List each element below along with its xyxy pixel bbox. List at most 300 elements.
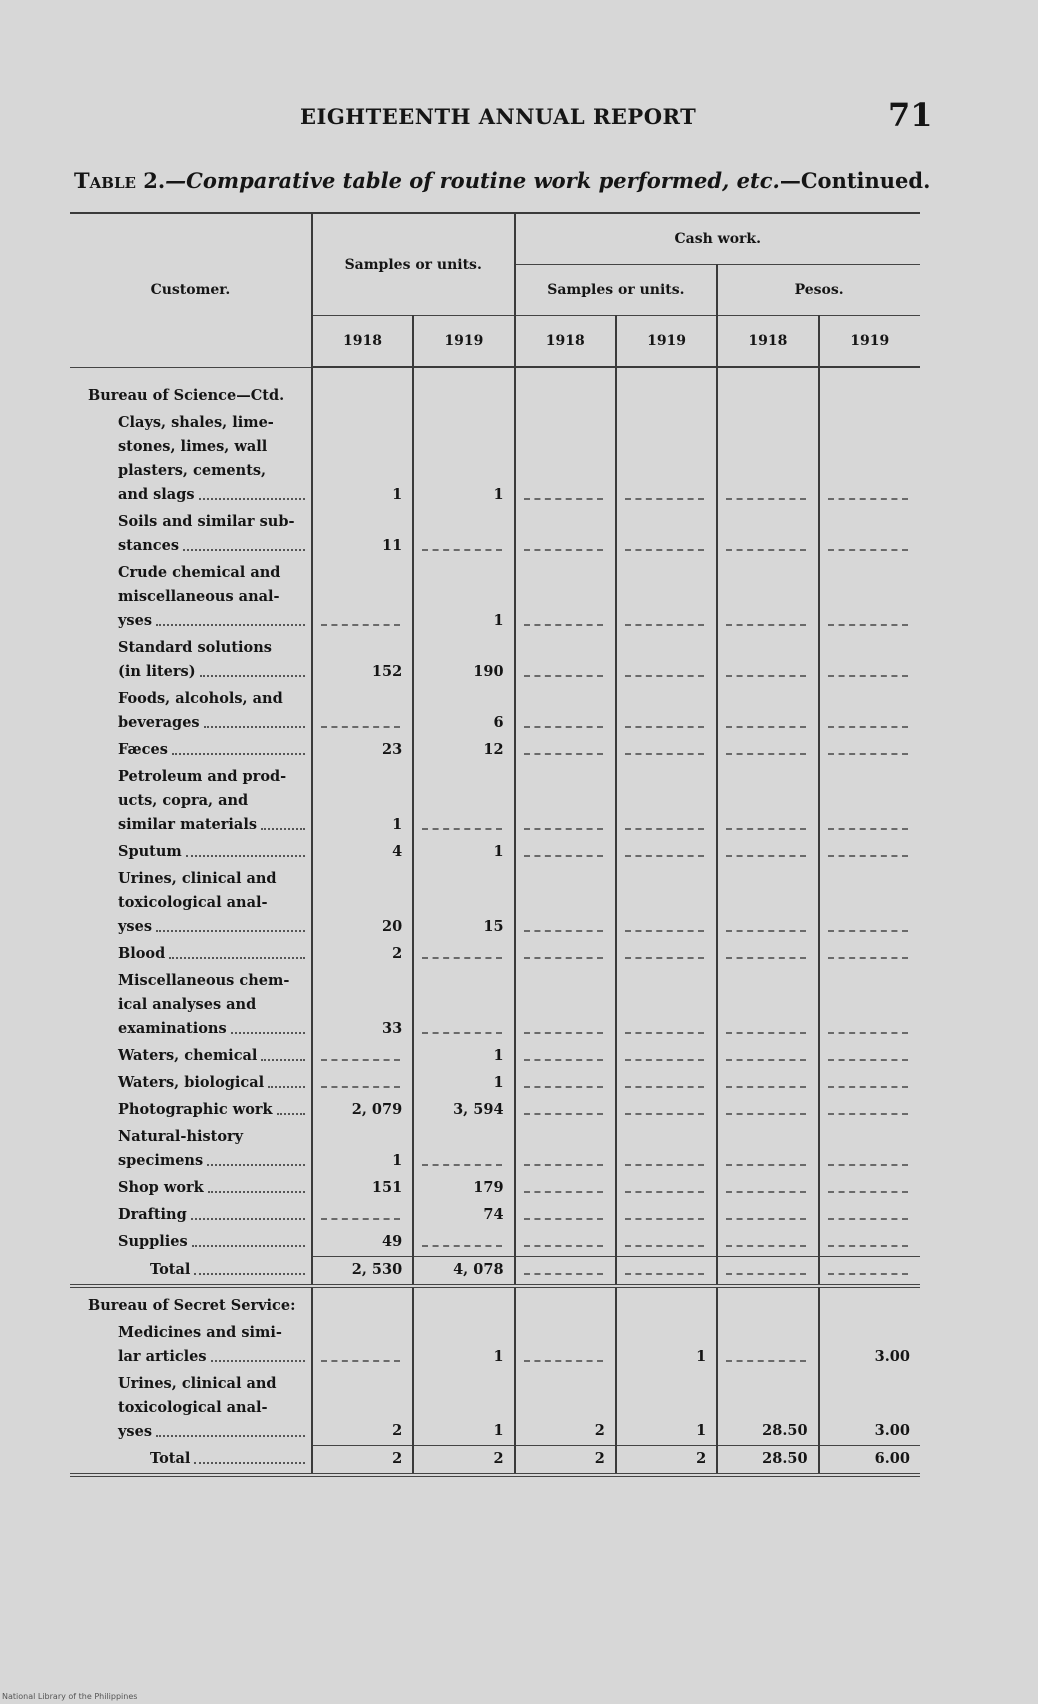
label-line: and slags xyxy=(118,485,195,503)
leader-dots xyxy=(726,855,805,857)
leader-dots xyxy=(524,675,603,677)
value-cell xyxy=(515,839,616,866)
value-cell xyxy=(717,1371,818,1446)
table-caption xyxy=(74,168,930,193)
leader-dots xyxy=(524,1086,603,1088)
label-line: yses xyxy=(118,917,152,935)
header-customer: Customer. xyxy=(70,213,312,367)
label-line: stances xyxy=(118,536,180,554)
cell-value: 2 xyxy=(696,1450,707,1467)
label-line: Soils and similar sub- xyxy=(118,512,295,530)
empty-cell xyxy=(413,367,514,410)
empty-cell xyxy=(717,1286,818,1320)
value-cell xyxy=(312,560,413,635)
leader-dots xyxy=(321,1218,400,1220)
row-label xyxy=(70,509,312,560)
value-cell xyxy=(515,1175,616,1202)
table-header xyxy=(70,213,920,367)
value-cell xyxy=(515,560,616,635)
leader-dots xyxy=(524,1273,603,1275)
leader-dots xyxy=(828,624,908,626)
value-cell xyxy=(616,686,717,737)
cell-value: 1 xyxy=(696,1422,707,1439)
value-cell xyxy=(717,410,818,509)
label-line-leader xyxy=(118,1044,305,1068)
label-line: Clays, shales, lime- xyxy=(118,413,274,431)
label-line: Natural-history xyxy=(118,1127,244,1145)
table-row xyxy=(70,1202,920,1229)
cell-value: 1 xyxy=(493,611,504,629)
leader-dots xyxy=(726,930,805,932)
value-cell xyxy=(616,839,717,866)
empty-cell xyxy=(515,367,616,410)
leader-dots xyxy=(828,1086,908,1088)
label-line: yses xyxy=(118,611,152,629)
leader-dots xyxy=(524,1059,603,1061)
value-cell xyxy=(616,1320,717,1371)
value-cell xyxy=(413,737,514,764)
value-cell xyxy=(616,764,717,839)
value-cell xyxy=(616,1371,717,1446)
label-line-leader xyxy=(118,840,305,864)
label-line: Urines, clinical and xyxy=(118,1374,277,1392)
empty-cell xyxy=(312,367,413,410)
value-cell xyxy=(717,1446,818,1476)
page-number: 71 xyxy=(888,96,933,134)
leader-dots xyxy=(726,726,805,728)
label-line-leader xyxy=(118,609,305,633)
value-cell xyxy=(819,1320,920,1371)
value-cell xyxy=(413,1043,514,1070)
value-cell xyxy=(717,509,818,560)
label-line: Standard solutions xyxy=(118,638,272,656)
value-cell xyxy=(717,839,818,866)
leader-dots xyxy=(524,498,603,500)
leader-dots xyxy=(625,624,704,626)
empty-cell xyxy=(515,1286,616,1320)
empty-cell xyxy=(616,1286,717,1320)
leader-dots xyxy=(625,1086,704,1088)
table-row xyxy=(70,1070,920,1097)
value-cell xyxy=(717,1202,818,1229)
cell-value: 20 xyxy=(382,917,403,935)
cell-value: 23 xyxy=(382,740,403,758)
label-line: Supplies xyxy=(118,1233,188,1250)
value-cell xyxy=(413,1175,514,1202)
leader-dots xyxy=(726,753,805,755)
leader-dots xyxy=(726,828,805,830)
header-year: 1918 xyxy=(312,316,413,368)
section-title-row xyxy=(70,1286,920,1320)
value-cell xyxy=(413,1320,514,1371)
cell-value: 152 xyxy=(371,662,403,680)
leader-dots xyxy=(726,1032,805,1034)
leader-dots xyxy=(625,1273,704,1275)
value-cell xyxy=(717,686,818,737)
value-cell xyxy=(515,1371,616,1446)
label-line: Waters, biological xyxy=(118,1073,265,1091)
leader-dots xyxy=(828,930,908,932)
value-cell xyxy=(819,1070,920,1097)
value-cell xyxy=(717,1097,818,1124)
value-cell xyxy=(515,1320,616,1371)
caption-label: Table 2. xyxy=(74,168,166,193)
leader-dots xyxy=(211,1360,305,1362)
row-label xyxy=(70,968,312,1043)
cell-value: 190 xyxy=(473,662,504,680)
table-row xyxy=(70,968,920,1043)
value-cell xyxy=(312,410,413,509)
value-cell xyxy=(515,686,616,737)
leader-dots xyxy=(268,1086,305,1088)
value-cell xyxy=(312,764,413,839)
leader-dots xyxy=(828,1273,908,1275)
total-label xyxy=(70,1446,312,1476)
leader-dots xyxy=(186,855,305,857)
empty-cell xyxy=(819,367,920,410)
value-cell xyxy=(819,686,920,737)
value-cell xyxy=(819,1446,920,1476)
leader-dots xyxy=(207,1164,305,1166)
header-samples-or-units: Samples or units. xyxy=(312,213,515,316)
label-line: toxicological anal- xyxy=(118,1398,268,1416)
label-line-leader xyxy=(118,483,305,507)
leader-dots xyxy=(828,1164,908,1166)
label-line: toxicological anal- xyxy=(118,893,268,911)
value-cell xyxy=(413,1202,514,1229)
value-cell xyxy=(312,1070,413,1097)
label-line: plasters, cements, xyxy=(118,461,267,479)
value-cell xyxy=(312,1256,413,1286)
table-row xyxy=(70,1371,920,1446)
label-line: Miscellaneous chem- xyxy=(118,971,290,989)
value-cell xyxy=(819,635,920,686)
leader-dots xyxy=(726,624,805,626)
value-cell xyxy=(515,968,616,1043)
label-line-leader xyxy=(150,1258,305,1282)
label-line: Foods, alcohols, and xyxy=(118,689,283,707)
value-cell xyxy=(515,635,616,686)
table-row xyxy=(70,866,920,941)
value-cell xyxy=(413,509,514,560)
header-year: 1918 xyxy=(717,316,818,368)
value-cell xyxy=(819,410,920,509)
header-pesos: Pesos. xyxy=(717,265,920,316)
row-label xyxy=(70,1097,312,1124)
leader-dots xyxy=(172,753,305,755)
label-line: Drafting xyxy=(118,1205,187,1223)
value-cell xyxy=(312,509,413,560)
value-cell xyxy=(413,1371,514,1446)
leader-dots xyxy=(828,1113,908,1115)
comparative-table-container xyxy=(70,212,920,1477)
leader-dots xyxy=(524,1032,603,1034)
cell-value: 1 xyxy=(392,1151,403,1169)
leader-dots xyxy=(726,675,805,677)
leader-dots xyxy=(422,828,501,830)
empty-cell xyxy=(413,1286,514,1320)
leader-dots xyxy=(726,1059,805,1061)
cell-value: 151 xyxy=(371,1178,403,1196)
value-cell xyxy=(819,1256,920,1286)
value-cell xyxy=(515,941,616,968)
leader-dots xyxy=(524,1245,603,1247)
value-cell xyxy=(312,1202,413,1229)
label-line: specimens xyxy=(118,1151,204,1169)
leader-dots xyxy=(726,1218,805,1220)
header-year: 1919 xyxy=(819,316,920,368)
total-row xyxy=(70,1446,920,1476)
value-cell xyxy=(515,509,616,560)
label-line: lar articles xyxy=(118,1347,207,1365)
leader-dots xyxy=(422,549,501,551)
value-cell xyxy=(515,737,616,764)
table-row xyxy=(70,1124,920,1175)
empty-cell xyxy=(312,1286,413,1320)
label-line: yses xyxy=(118,1422,152,1440)
cell-value: 1 xyxy=(696,1347,707,1365)
header-year: 1919 xyxy=(616,316,717,368)
leader-dots xyxy=(183,549,305,551)
leader-dots xyxy=(277,1113,305,1115)
value-cell xyxy=(819,1175,920,1202)
label-line: ical analyses and xyxy=(118,995,257,1013)
value-cell xyxy=(616,509,717,560)
value-cell xyxy=(413,839,514,866)
value-cell xyxy=(616,1070,717,1097)
table-row xyxy=(70,1175,920,1202)
cell-value: 6.00 xyxy=(874,1450,910,1467)
cell-value: 2, 530 xyxy=(351,1260,403,1278)
table-row xyxy=(70,1043,920,1070)
row-label xyxy=(70,410,312,509)
value-cell xyxy=(717,560,818,635)
leader-dots xyxy=(200,675,305,677)
value-cell xyxy=(717,1175,818,1202)
row-label xyxy=(70,941,312,968)
label-line-leader xyxy=(118,534,305,558)
leader-dots xyxy=(156,1435,305,1437)
leader-dots xyxy=(625,675,704,677)
cell-value: 15 xyxy=(483,917,504,935)
value-cell xyxy=(717,1043,818,1070)
value-cell xyxy=(717,941,818,968)
row-label xyxy=(70,764,312,839)
leader-dots xyxy=(625,753,704,755)
value-cell xyxy=(819,1097,920,1124)
row-label xyxy=(70,686,312,737)
leader-dots xyxy=(231,1032,305,1034)
value-cell xyxy=(819,560,920,635)
leader-dots xyxy=(625,1218,704,1220)
leader-dots xyxy=(726,1245,805,1247)
label-line: (in liters) xyxy=(118,662,196,680)
cell-value: 1 xyxy=(392,485,403,503)
value-cell xyxy=(616,737,717,764)
leader-dots xyxy=(194,1462,304,1464)
table-row xyxy=(70,635,920,686)
cell-value: 4 xyxy=(392,842,403,860)
empty-cell xyxy=(717,367,818,410)
value-cell xyxy=(616,1202,717,1229)
cell-value: 2 xyxy=(392,1422,403,1439)
value-cell xyxy=(616,1097,717,1124)
caption-title: —Comparative table of routine work performed, etc. xyxy=(165,168,780,193)
cell-value: 33 xyxy=(382,1019,403,1037)
label-line: Blood xyxy=(118,944,166,962)
leader-dots xyxy=(169,957,305,959)
cell-value: 1 xyxy=(493,842,504,860)
value-cell xyxy=(616,410,717,509)
row-label xyxy=(70,1124,312,1175)
table-row xyxy=(70,737,920,764)
leader-dots xyxy=(524,624,603,626)
leader-dots xyxy=(726,1164,805,1166)
value-cell xyxy=(312,968,413,1043)
label-line-leader xyxy=(150,1447,305,1471)
value-cell xyxy=(413,635,514,686)
label-line: Petroleum and prod- xyxy=(118,767,287,785)
table-row xyxy=(70,1229,920,1257)
leader-dots xyxy=(726,498,805,500)
leader-dots xyxy=(208,1191,305,1193)
label-line: Crude chemical and xyxy=(118,563,281,581)
value-cell xyxy=(819,866,920,941)
label-line-leader xyxy=(118,1203,305,1227)
leader-dots xyxy=(524,957,603,959)
value-cell xyxy=(819,1202,920,1229)
leader-dots xyxy=(194,1273,304,1275)
leader-dots xyxy=(828,753,908,755)
value-cell xyxy=(413,1446,514,1476)
label-line-leader xyxy=(118,660,305,684)
leader-dots xyxy=(828,549,908,551)
leader-dots xyxy=(625,1191,704,1193)
leader-dots xyxy=(625,1245,704,1247)
value-cell xyxy=(819,1229,920,1257)
leader-dots xyxy=(828,828,908,830)
label-line-leader xyxy=(118,1420,305,1444)
label-line: miscellaneous anal- xyxy=(118,587,280,605)
value-cell xyxy=(616,1256,717,1286)
value-cell xyxy=(717,764,818,839)
label-line: Medicines and simi- xyxy=(118,1323,282,1341)
value-cell xyxy=(819,839,920,866)
cell-value: 3, 594 xyxy=(453,1100,504,1118)
value-cell xyxy=(312,941,413,968)
label-line-leader xyxy=(118,1149,305,1173)
cell-value: 1 xyxy=(392,815,403,833)
row-label xyxy=(70,1229,312,1257)
leader-dots xyxy=(828,1032,908,1034)
value-cell xyxy=(819,764,920,839)
value-cell xyxy=(717,1229,818,1257)
leader-dots xyxy=(828,1059,908,1061)
cell-value: 1 xyxy=(493,1073,504,1091)
row-label xyxy=(70,1202,312,1229)
value-cell xyxy=(819,737,920,764)
value-cell xyxy=(717,968,818,1043)
leader-dots xyxy=(726,1086,805,1088)
value-cell xyxy=(515,1070,616,1097)
cell-value: 1 xyxy=(493,485,504,503)
value-cell xyxy=(515,1043,616,1070)
value-cell xyxy=(312,1097,413,1124)
table-row xyxy=(70,509,920,560)
leader-dots xyxy=(204,726,305,728)
leader-dots xyxy=(625,498,704,500)
value-cell xyxy=(312,866,413,941)
value-cell xyxy=(515,1446,616,1476)
cell-value: 179 xyxy=(473,1178,504,1196)
label-line-leader xyxy=(118,1017,305,1041)
label-line-leader xyxy=(118,915,305,939)
row-label xyxy=(70,560,312,635)
label-line: Waters, chemical xyxy=(118,1046,258,1064)
value-cell xyxy=(819,1124,920,1175)
total-label-text: Total xyxy=(150,1260,191,1278)
value-cell xyxy=(413,764,514,839)
leader-dots xyxy=(625,957,704,959)
cell-value: 3.00 xyxy=(874,1422,910,1439)
cell-value: 74 xyxy=(483,1205,504,1223)
value-cell xyxy=(819,968,920,1043)
value-cell xyxy=(413,866,514,941)
leader-dots xyxy=(524,1113,603,1115)
value-cell xyxy=(819,941,920,968)
leader-dots xyxy=(524,753,603,755)
value-cell xyxy=(616,1229,717,1257)
value-cell xyxy=(413,1097,514,1124)
label-line: Fæces xyxy=(118,740,168,758)
leader-dots xyxy=(524,828,603,830)
running-head: EIGHTEENTH ANNUAL REPORT xyxy=(300,104,697,129)
leader-dots xyxy=(524,1164,603,1166)
cell-value: 2 xyxy=(594,1450,605,1467)
value-cell xyxy=(312,1371,413,1446)
label-line-leader xyxy=(118,1230,305,1254)
cell-value: 1 xyxy=(493,1422,504,1439)
value-cell xyxy=(616,1043,717,1070)
value-cell xyxy=(515,1097,616,1124)
table-row xyxy=(70,1320,920,1371)
label-line: Shop work xyxy=(118,1178,204,1196)
cell-value: 2, 079 xyxy=(351,1100,403,1118)
cell-value: 6 xyxy=(493,713,504,731)
leader-dots xyxy=(828,498,908,500)
cell-value: 12 xyxy=(483,740,504,758)
leader-dots xyxy=(828,675,908,677)
label-line: Urines, clinical and xyxy=(118,869,277,887)
value-cell xyxy=(717,737,818,764)
label-line: Sputum xyxy=(118,842,182,860)
leader-dots xyxy=(422,1164,501,1166)
leader-dots xyxy=(625,549,704,551)
leader-dots xyxy=(192,1245,305,1247)
value-cell xyxy=(312,1229,413,1257)
leader-dots xyxy=(726,1360,805,1362)
leader-dots xyxy=(524,549,603,551)
leader-dots xyxy=(261,828,305,830)
leader-dots xyxy=(321,1059,400,1061)
leader-dots xyxy=(321,726,400,728)
row-label xyxy=(70,1320,312,1371)
value-cell xyxy=(312,737,413,764)
leader-dots xyxy=(191,1218,305,1220)
row-label xyxy=(70,1371,312,1446)
leader-dots xyxy=(625,1113,704,1115)
value-cell xyxy=(312,635,413,686)
